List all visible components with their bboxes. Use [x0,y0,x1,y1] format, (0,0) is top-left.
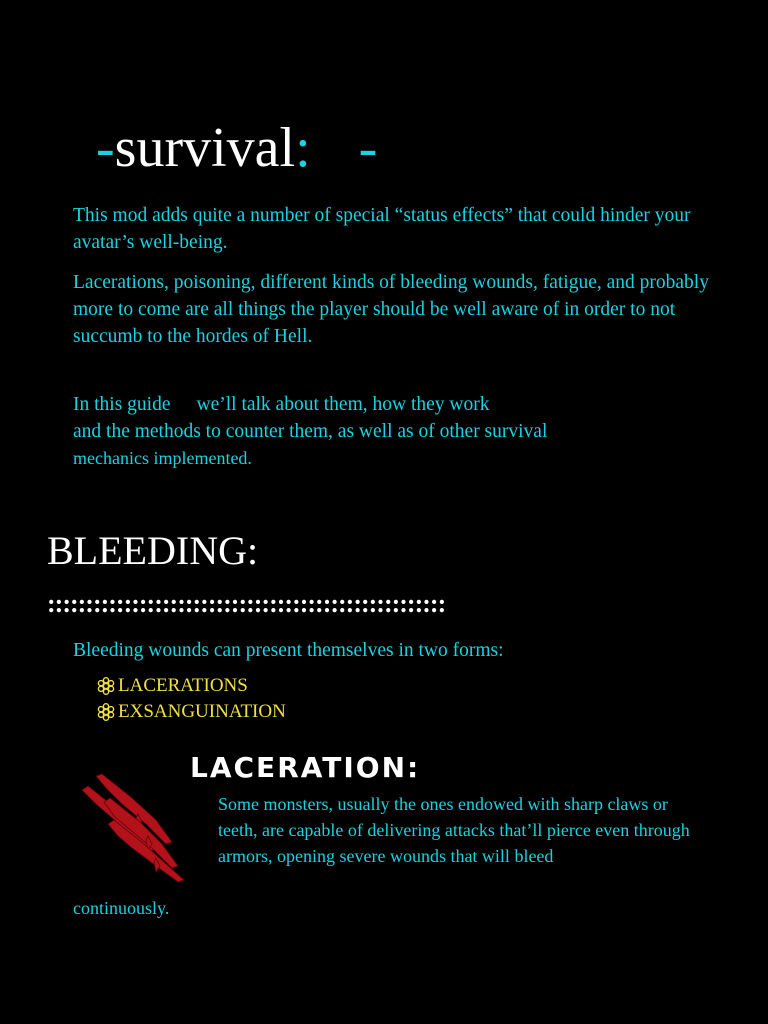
intro-p3-line2: and the methods to counter them, as well as of other survival [73,421,548,442]
list-item [96,699,286,725]
list-item [96,673,286,699]
flower-bullet-icon [96,676,116,696]
flower-bullet-icon [96,702,116,722]
page-title [96,108,377,188]
laceration-description-end: continuously. [73,898,170,918]
intro-paragraph-1: This mod adds quite a number of special “status effects” that could hinder your avatar’s well-being. [73,205,691,253]
intro-p3-part2: we’ll talk about them, how they work [196,394,490,415]
title-word: survival [114,117,296,179]
intro-p3-line3: mechanics implemented. [73,448,252,468]
title-dash-left: - [96,117,115,179]
bleeding-heading: BLEEDING: [47,528,259,573]
bleeding-intro: Bleeding wounds can present themselves in two forms: [73,640,504,661]
dotted-divider: :::::::::::::::::::::::::::::::::::::::::::::::::::: [47,589,446,618]
intro-paragraph-3 [73,391,713,472]
list-item-label: LACERATIONS [118,675,248,696]
list-item-label: EXSANGUINATION [118,701,286,722]
intro-p3-part1: In this guide [73,394,171,415]
claw-marks-icon [78,772,190,884]
bleeding-forms-list [96,673,286,725]
intro-paragraph-2: Lacerations, poisoning, different kinds of bleeding wounds, fatigue, and probably more to come are all things the player should be well aware of in order to not succumb to the hordes of Hell. [73,272,709,347]
title-colon: : [295,117,311,179]
laceration-heading: LACERATION: [190,751,421,784]
laceration-description: Some monsters, usually the ones endowed with sharp claws or teeth, are capable of delivering attacks that’ll pierce even through armors, opening severe wounds that will bleed [218,794,690,866]
title-dash-right: - [358,117,378,179]
